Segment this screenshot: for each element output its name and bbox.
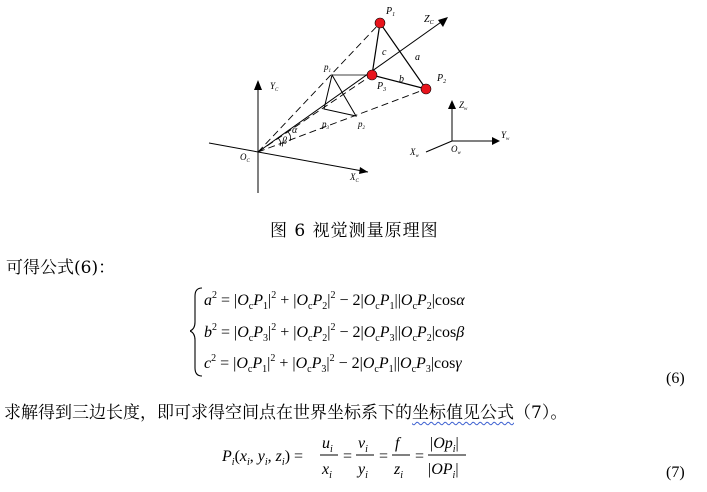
point-p3-marker bbox=[367, 70, 377, 80]
label-xc: $X_C$ bbox=[350, 172, 359, 184]
svg-text:f: f bbox=[395, 435, 400, 452]
axis-yw-arrow bbox=[492, 137, 500, 145]
vision-measurement-diagram bbox=[200, 0, 520, 200]
axis-xw bbox=[426, 141, 452, 152]
axis-yc-arrow bbox=[254, 80, 262, 90]
svg-text:|OPi|: $|OP_i|$ bbox=[428, 461, 459, 481]
svg-text:ui: $u_i$ bbox=[322, 435, 333, 455]
svg-text:zi: $z_i$ bbox=[394, 461, 404, 481]
equation-6 bbox=[190, 282, 510, 382]
label-pi3: $p_3$ bbox=[322, 119, 329, 131]
point-p1-marker bbox=[375, 18, 385, 28]
svg-text:vi: $v_i$ bbox=[358, 435, 368, 455]
svg-text:=: = bbox=[343, 448, 353, 465]
svg-text:xi: $x_i$ bbox=[322, 461, 332, 481]
svg-text:yi: $y_i$ bbox=[358, 461, 368, 481]
label-yw: $Y_w$ bbox=[501, 130, 510, 142]
label-p1: $P_1$ bbox=[386, 6, 396, 18]
image-plane-triangle bbox=[324, 75, 356, 116]
solve-underlined: 坐标值见公式 bbox=[412, 403, 514, 423]
label-alpha: α bbox=[292, 125, 298, 136]
eq6-row-a: $a^2 = |O_cP_1|^2 + |O_cP_2|^2 - 2|O_cP_1||O_cP_2|\cos\alpha$ bbox=[204, 290, 465, 312]
label-ow: $O_w$ bbox=[451, 144, 461, 156]
projection-lines bbox=[258, 23, 426, 152]
label-p3: $P_3$ bbox=[377, 81, 387, 93]
svg-text:=: = bbox=[415, 448, 425, 465]
label-pi2: $p_2$ bbox=[358, 119, 365, 131]
svg-text:|Opi|: $|Op_i|$ bbox=[430, 435, 459, 455]
solve-suffix: （7）。 bbox=[514, 403, 568, 423]
label-beta: β bbox=[282, 136, 287, 147]
equation-7 bbox=[222, 428, 472, 488]
svg-text:=: = bbox=[379, 448, 389, 465]
label-zc: $Z_C$ bbox=[424, 14, 434, 26]
point-p2-marker bbox=[421, 84, 431, 94]
label-a: a bbox=[415, 52, 420, 63]
axis-xc bbox=[209, 143, 368, 172]
eq6-brace bbox=[190, 288, 202, 376]
axis-xc-arrow bbox=[359, 167, 368, 174]
eq6-row-b: $b^2 = |O_cP_3|^2 + |O_cP_2|^2 - 2|O_cP_3||O_cP_2|\cos\beta$ bbox=[204, 322, 465, 344]
solve-prefix: 求解得到三边长度，即可求得空间点在世界坐标系下的 bbox=[4, 403, 412, 423]
intro-text: 可得公式(6)： bbox=[6, 258, 116, 278]
figure-caption: 图 6 视觉测量原理图 bbox=[270, 221, 439, 241]
label-c: c bbox=[382, 47, 387, 58]
label-p2: $P_2$ bbox=[437, 73, 447, 85]
beta-arc bbox=[278, 138, 281, 146]
eq7-number: (7) bbox=[666, 464, 685, 481]
solve-paragraph bbox=[4, 398, 567, 423]
label-zw: $Z_w$ bbox=[459, 100, 468, 112]
label-oc: $O_C$ bbox=[240, 152, 250, 164]
svg-text:Pi(xi, yi, zi) =: $P_i(x_i$, $y_i$, $z_i$) = bbox=[222, 448, 304, 468]
label-yc: $Y_C$ bbox=[270, 81, 279, 93]
alpha-arc bbox=[288, 132, 291, 141]
axis-zw-arrow bbox=[448, 100, 456, 109]
label-xw: $X_w$ bbox=[410, 147, 419, 159]
eq6-number: (6) bbox=[666, 370, 685, 387]
eq6-row-c: $c^2 = |O_cP_1|^2 + |O_cP_3|^2 - 2|O_cP_1||O_cP_3|\cos\gamma$ bbox=[204, 353, 462, 375]
label-pi1: $p_1$ bbox=[324, 62, 331, 74]
axis-zc-arrow bbox=[438, 17, 448, 27]
label-b: b bbox=[399, 74, 404, 85]
